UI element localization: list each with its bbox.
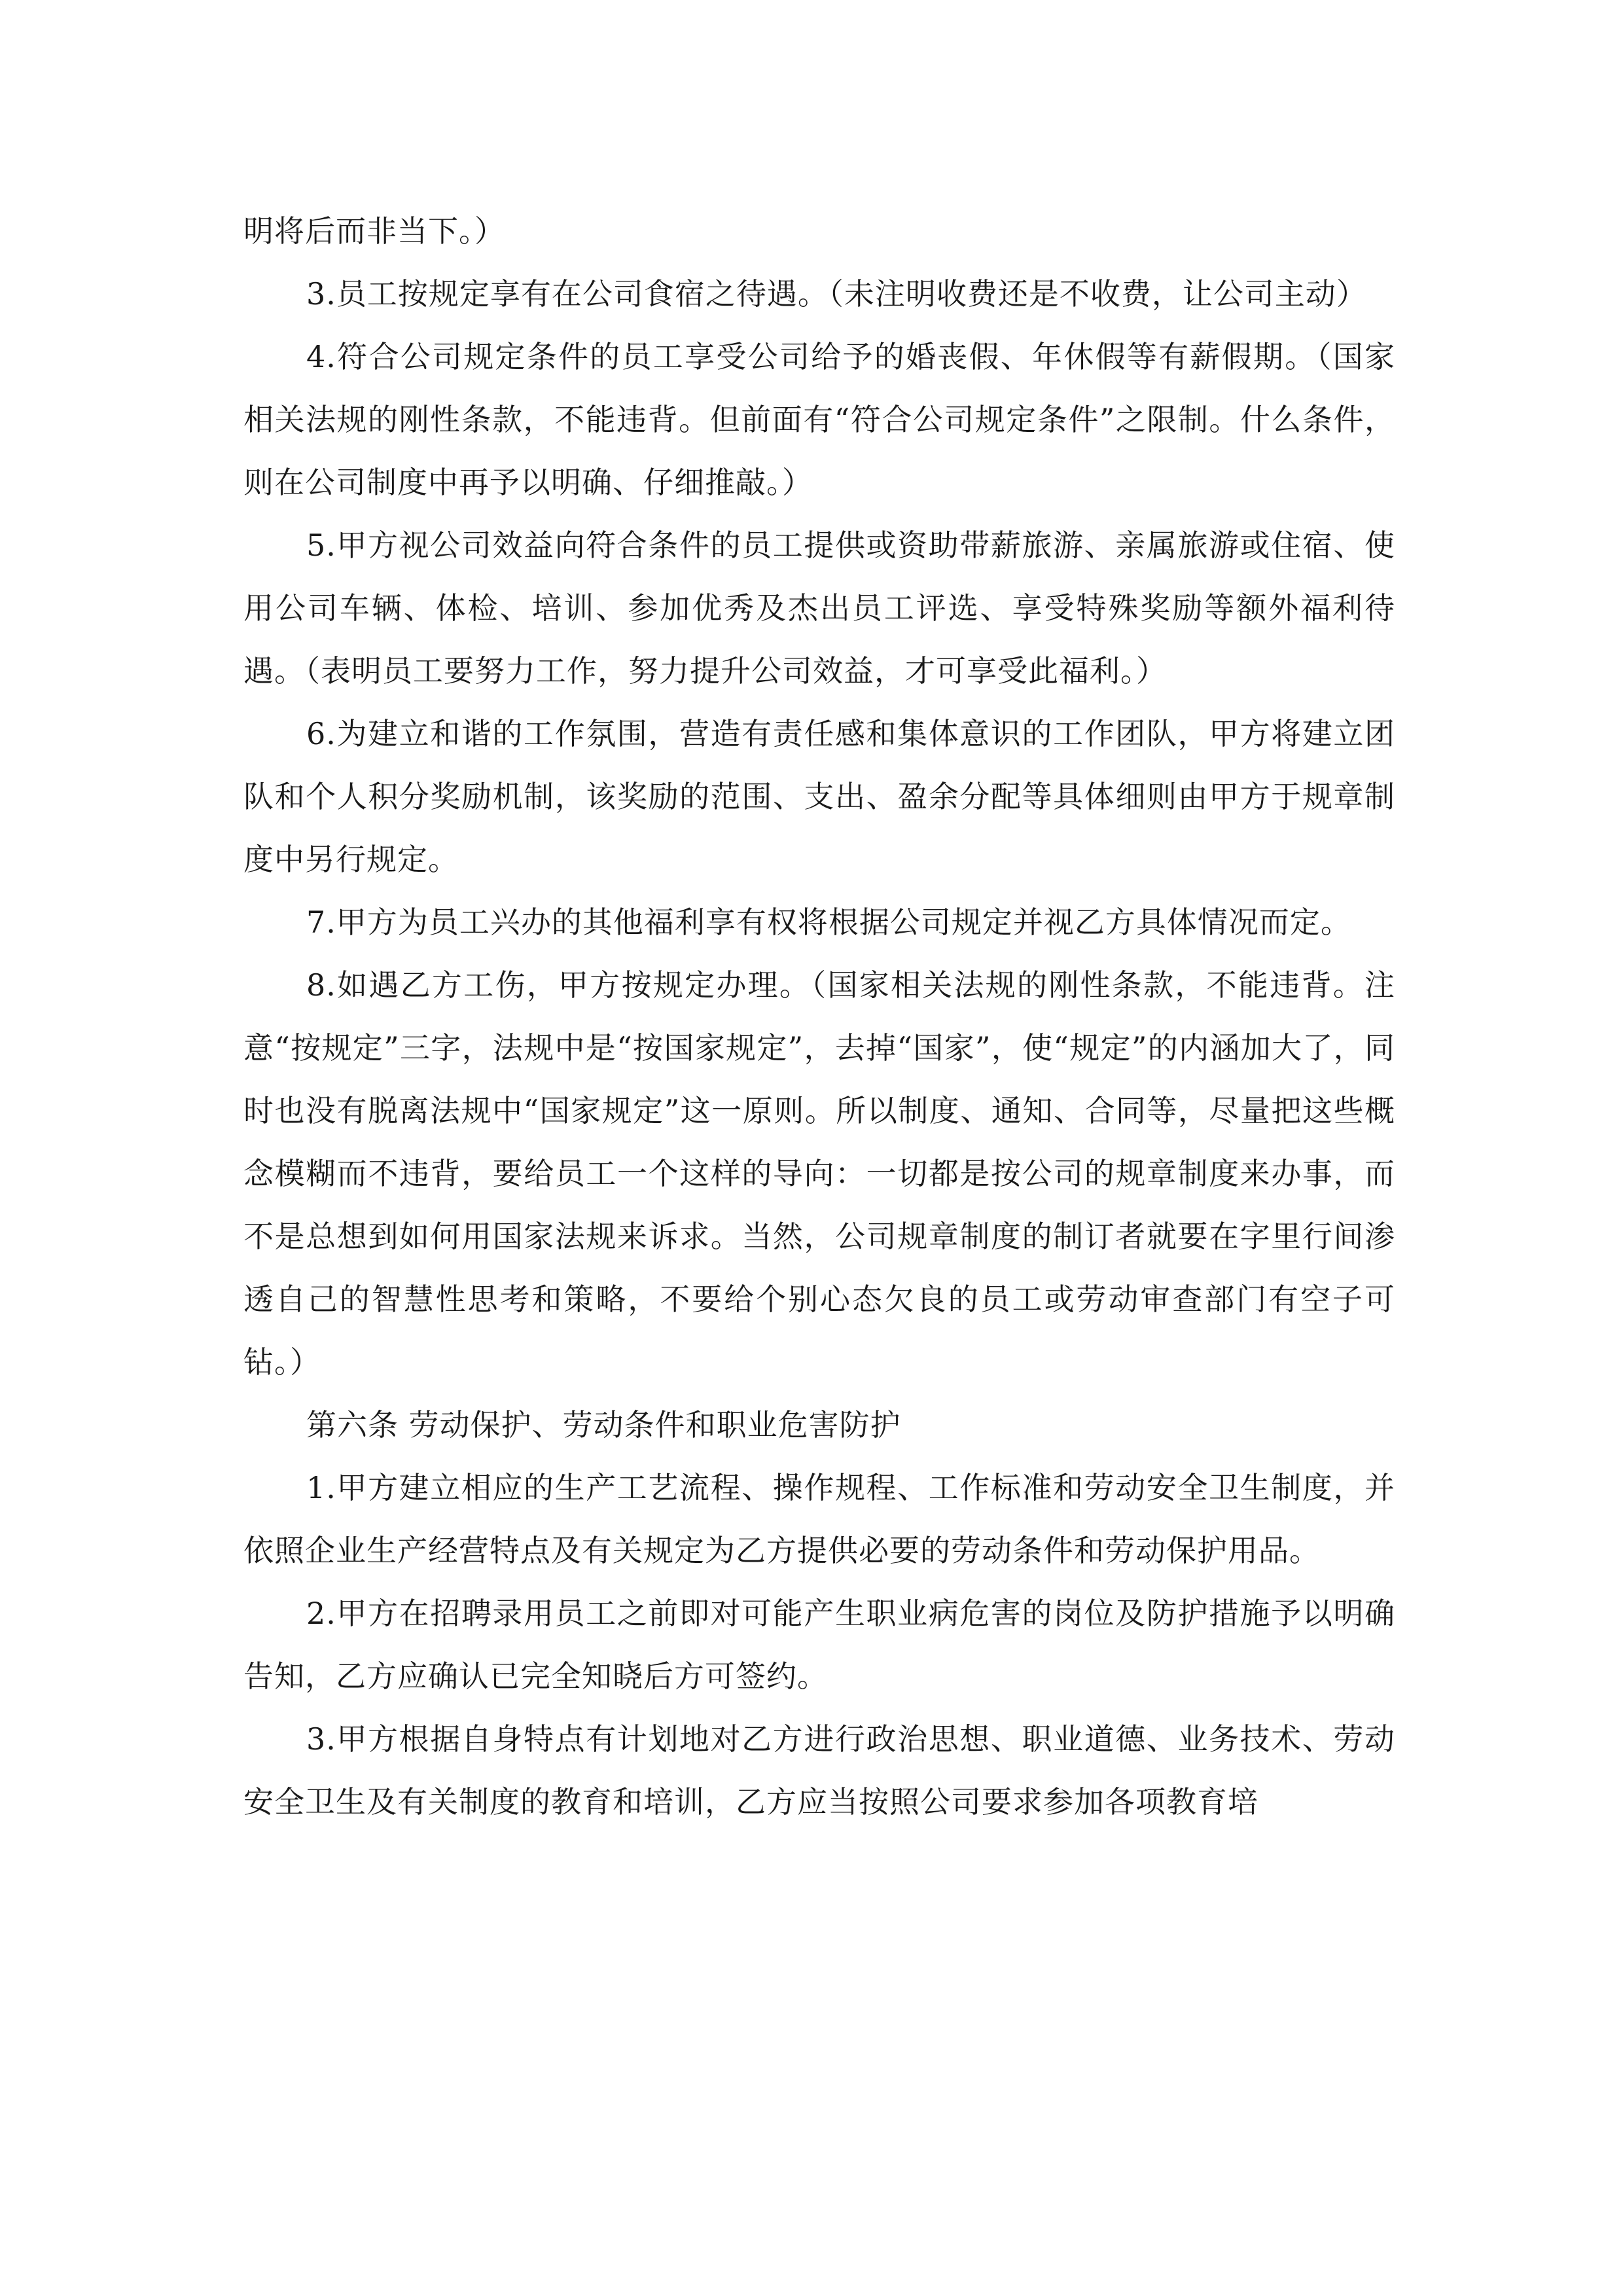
paragraph-continuation: 明将后而非当下。） — [243, 213, 505, 249]
paragraph-reward-mechanism: 6.为建立和谐的工作氛围，营造有责任感和集体意识的工作团队，甲方将建立团队和个人积分奖励机制，该奖励的范围、支出、盈余分配等具体细则由甲方于规章制度中另行规定。 — [243, 716, 1395, 877]
paragraph-paid-leave: 4.符合公司规定条件的员工享受公司给予的婚丧假、年休假等有薪假期。（国家相关法规的刚性条款，不能违背。但前面有“符合公司规定条件”之限制。什么条件，则在公司制度中再予以明确、仔细推敲。） — [243, 339, 1395, 500]
paragraph-training: 3.甲方根据自身特点有计划地对乙方进行政治思想、职业道德、业务技术、劳动安全卫生及有关制度的教育和培训，乙方应当按照公司要求参加各项教育培 — [243, 1721, 1395, 1820]
paragraph-other-benefits: 7.甲方为员工兴办的其他福利享有权将根据公司规定并视乙方具体情况而定。 — [306, 905, 1351, 940]
paragraph-work-injury: 8.如遇乙方工伤，甲方按规定办理。（国家相关法规的刚性条款，不能违背。注意“按规定”三字，法规中是“按国家规定”，去掉“国家”，使“规定”的内涵加大了，同时也没有脱离法规中“国家规定”这一原则。所以制度、通知、合同等，尽量把这些概念模糊而不违背，要给员工一个这样的导向：一切都是按公司的规章制度来办事，而不是总想到如何用国家法规来诉求。当然，公司规章制度的制订者就要在字里行间渗透自己的智慧性思考和策略，不要给个别心态欠良的员工或劳动审查部门有空子可钻。） — [243, 967, 1395, 1380]
paragraph-extra-benefits: 5.甲方视公司效益向符合条件的员工提供或资助带薪旅游、亲属旅游或住宿、使用公司车辆、体检、培训、参加优秀及杰出员工评选、享受特殊奖励等额外福利待遇。（表明员工要努力工作，努力提升公司效益，才可享受此福利。） — [243, 528, 1395, 689]
paragraph-meals-lodging: 3.员工按规定享有在公司食宿之待遇。（未注明收费还是不收费，让公司主动） — [306, 276, 1367, 312]
document-body — [243, 200, 1395, 1833]
section-heading-article-6: 第六条 劳动保护、劳动条件和职业危害防护 — [306, 1407, 901, 1443]
paragraph-labor-protection: 1.甲方建立相应的生产工艺流程、操作规程、工作标准和劳动安全卫生制度，并依照企业生产经营特点及有关规定为乙方提供必要的劳动条件和劳动保护用品。 — [243, 1470, 1395, 1568]
paragraph-occupational-hazard-notice: 2.甲方在招聘录用员工之前即对可能产生职业病危害的岗位及防护措施予以明确告知，乙方应确认已完全知晓后方可签约。 — [243, 1596, 1395, 1694]
